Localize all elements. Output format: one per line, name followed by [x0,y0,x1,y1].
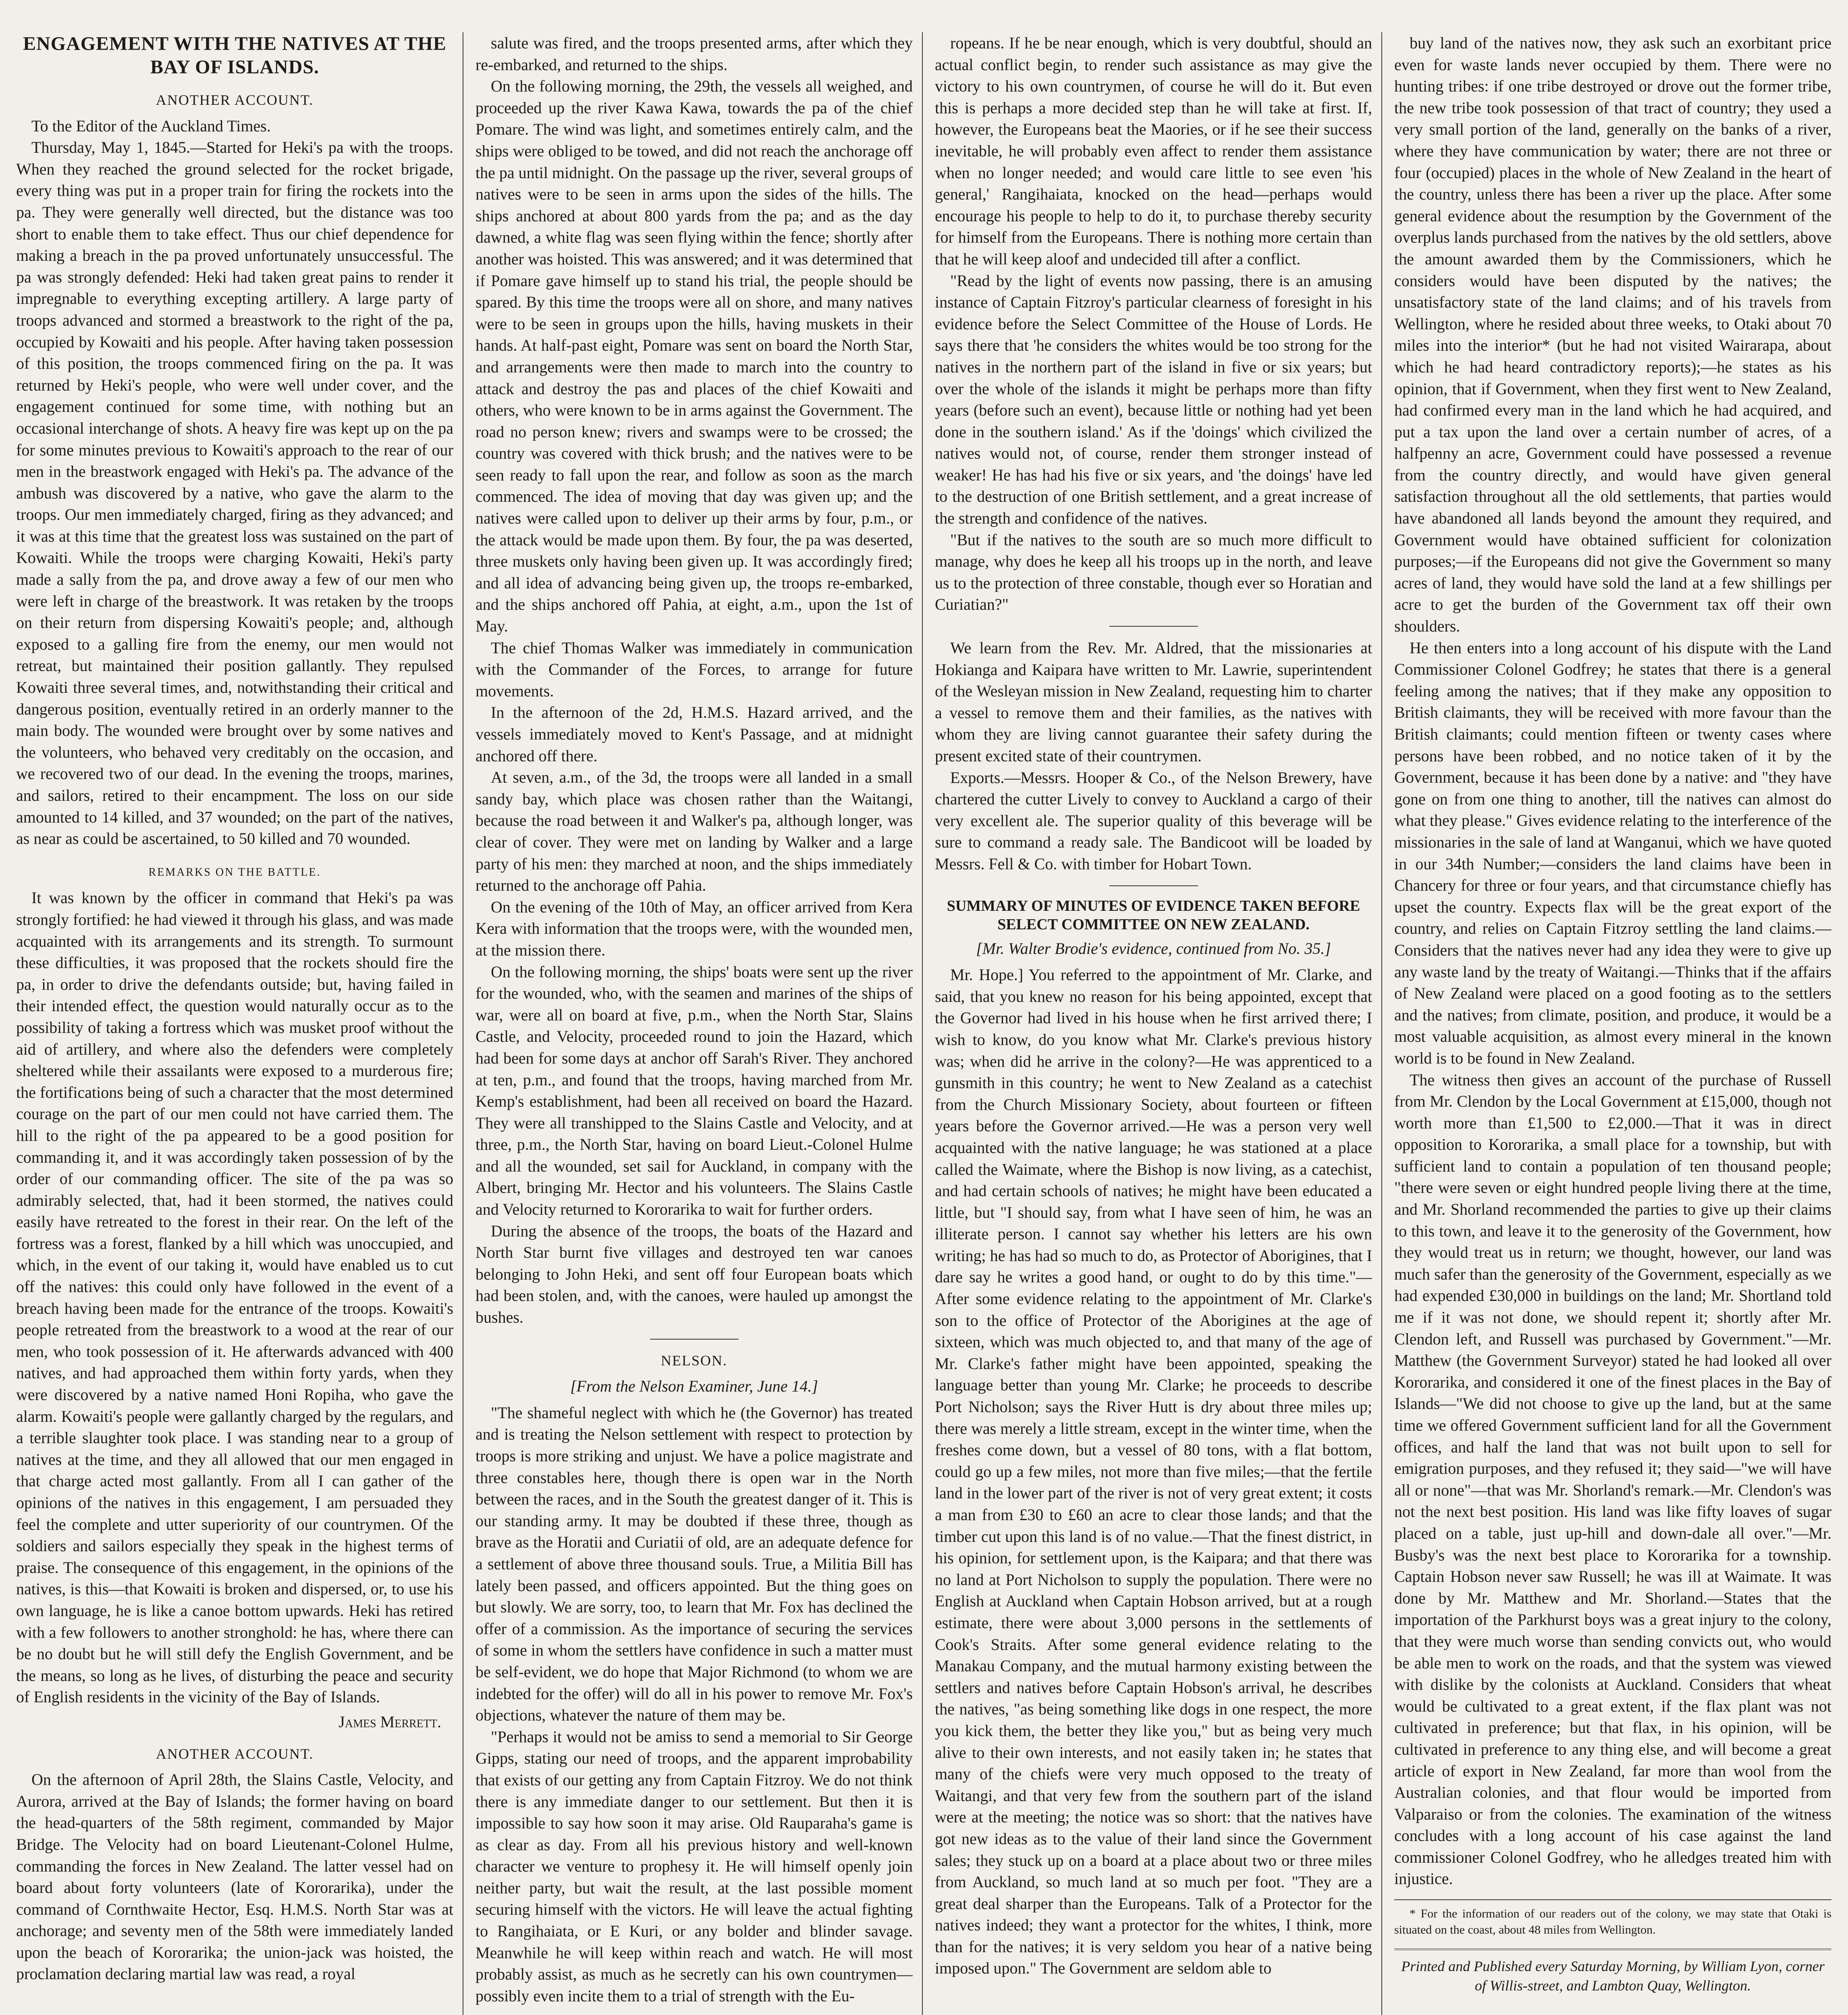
separator-rule [650,1339,739,1340]
paragraph: On the following morning, the ships' boats were sent up the river for the wounded, who, with the seamen and marines of the ships of war, were all on board at five, p.m., when the North Star, Slains Castle, and Velocity, proceeded round to join the Hazard, which had been for some days at anchor off Sarah's River. They anchored at ten, p.m., and found that the troops, having marched from Mr. Kemp's establishment, had been all received on board the Hazard. They were all transhipped to the Slains Castle and Velocity, and at three, p.m., the North Star, having on board Lieut.-Colonel Hulme and all the wounded, set sail for Auckland, in company with the Albert, bringing Mr. Hector and his volunteers. The Slains Castle and Velocity returned to Kororarika to wait for further orders. [475,962,913,1219]
paragraph: The witness then gives an account of the purchase of Russell from Mr. Clendon by the Local Government at £15,000, though not worth more than £1,500 to £2,000.—That it was in direct opposition to Kororarika, a small place for a township, but with sufficient land to contain a population of ten thousand people; "there were seven or eight hundred people living there at the time, and Mr. Shorland recommended the parties to give up their claims to this town, and leave it to the generosity of the Government, how they would treat us in return; we thought, however, our land was much safer than the generosity of the Government, especially as we had expended £30,000 in buildings on the land; Mr. Shortland told me if it was not done, we should repent it; shortly after Mr. Clendon left, and Russell was purchased by Government."—Mr. Matthew (the Government Surveyor) stated he had looked all over Kororarika, and considered it one of the finest places in the Bay of Islands—"We did not choose to give up the land, but at the same time we offered Government sufficient land for all the Government offices, and half the land that was not built upon to sell for emigration purposes, and they refused it; they said—"we will have all or none"—that was Mr. Shorland's remark.—Mr. Clendon's was not the next best position. His land was like fifty loaves of sugar placed on a table, just up-hill and down-dale all over."—Mr. Busby's was the next best place to Kororarika for a township. Captain Hobson never saw Russell; he was ill at Waimate. It was done by Mr. Matthew and Mr. Shorland.—States that the importation of the Parkhurst boys was a great injury to the colony, that they were much worse than sending convicts out, who would be able men to work on the roads, and that the system was viewed with dislike by the colonists at Auckland. Considers that wheat would be cultivated to a great extent, if the flax plant was not cultivated in preference; but that flax, in his opinion, will be cultivated in preference to any thing else, and will become a great article of export in New Zealand, far more than wool from the Australian colonies, and that flour would be imported from Valparaiso or from the colonies. The examination of the witness concludes with a long account of his case against the land commissioner Colonel Godfrey, who he alledges treated him with injustice. [1394,1070,1831,1888]
column-rule [1381,32,1382,2015]
paragraph: Thursday, May 1, 1845.—Started for Heki's pa with the troops. When they reached the ground selected for the rocket brigade, every thing was put in a proper train for firing the rockets into the pa. They were generally well directed, but the distance was too short to enable them to take effect. Thus our chief dependence for making a breach in the pa proved unfortunately unsuccessful. The pa was strongly defended: Heki had taken great pains to render it impregnable to everything excepting artillery. A large party of troops advanced and stormed a breastwork to the right of the pa, occupied by Kowaiti and his people. After having taken possession of this position, the troops commenced firing on the pa. It was returned by Heki's people, who were well under cover, and the engagement continued for some time, with nothing but an occasional interchange of shots. A heavy fire was kept up on the pa for some minutes previous to Kowaiti's approach to the rear of our men in the breastwork engaged with Heki's pa. The advance of the ambush was discovered by a native, who gave the alarm to the troops. Our men immediately charged, firing as they advanced; and it was at this time that the greatest loss was sustained on the part of Kowaiti. While the troops were charging Kowaiti, Heki's party made a sally from the pa, and drove away a few of our men who were left in charge of the breastwork. It was retaken by the troops on their return from dispersing Kowaiti's people; and, although exposed to a galling fire from the enemy, our men would not retreat, but maintained their position gallantly. They repulsed Kowaiti three several times, and, notwithstanding their critical and dangerous position, eventually retired in an orderly manner to the main body. The wounded were brought over by some natives and the volunteers, who behaved very creditably on the occasion, and we recovered two of our dead. In the evening the troops, marines, and sailors, retired to their encampment. The loss on our side amounted to 14 killed, and 37 wounded; on the part of the natives, as near as could be ascertained, to 50 killed and 70 wounded. [16,138,453,848]
paragraph: On the following morning, the 29th, the vessels all weighed, and proceeded up the river Kawa Kawa, towards the pa of the chief Pomare. The wind was light, and sometimes entirely calm, and the ships were obliged to be towed, and did not reach the anchorage off the pa until midnight. On the passage up the river, several groups of natives were to be seen in arms upon the sides of the hills. The ships anchored at about 800 yards from the pa; and as the day dawned, a white flag was seen flying within the fence; shortly after another was hoisted. This was answered; and it was determined that if Pomare gave himself up to stand his trial, the people should be spared. By this time the troops were all on shore, and many natives were to be seen in groups upon the hills, having muskets in their hands. At half-past eight, Pomare was sent on board the North Star, and arrangements were then made to march into the country to attack and destroy the pas and places of the chief Kowaiti and others, who were known to be in arms against the Government. The road no person knew; rivers and swamps were to be crossed; the country was covered with thick brush; and the natives were to be seen ready to fall upon the rear, and follow as soon as the march commenced. The idea of moving that day was given up; and the natives were called upon to deliver up their arms by four, p.m., or the attack would be made upon them. By four, the pa was deserted, three muskets only having been given up. It was accordingly fired; and all idea of advancing being given up, the troops re-embarked, and the ships anchored off Pahia, at eight, a.m., upon the 1st of May. [475,77,913,636]
separator-rule [1109,626,1198,627]
paragraph: "Read by the light of events now passing, there is an amusing instance of Captain Fitzroy's particular clearness of foresight in his evidence before the Select Committee of the House of Lords. He says there that 'he considers the whites would be too strong for the natives in the northern part of the island in five or six years; but over the whole of the islands it might be perhaps more than fifty years (before such an event), because little or nothing had yet been done in the southern island.' As if the 'doings' which civilized the natives would not, of course, render them stronger instead of weaker! He has had his five or six years, and 'the doings' have led to the destruction of one British settlement, and a great increase of the strength and confidence of the natives. [935,271,1372,528]
paragraph: In the afternoon of the 2d, H.M.S. Hazard arrived, and the vessels immediately moved to Kent's Passage, and at midnight anchored off there. [475,703,913,765]
paragraph: "But if the natives to the south are so much more difficult to manage, why does he keep all his troops up in the north, and leave us to the protection of three constable, though ever so Horatian and Curiatian?" [935,530,1372,614]
column-2 [475,32,913,2015]
column-3 [935,32,1372,2015]
section-heading: ANOTHER ACCOUNT. [156,1745,314,1762]
column-rule [922,32,923,2015]
article-title: ENGAGEMENT WITH THE NATIVES AT THE BAY OF ISLANDS. [23,33,446,78]
column-1 [16,32,453,2015]
source-note: [Mr. Walter Brodie's evidence, continued from No. 35.] [976,939,1331,958]
paragraph: He then enters into a long account of his dispute with the Land Commissioner Colonel Godfrey; he states that there is a general feeling among the natives; that if they make any opposition to British claimants, they will be received with more favour than the British claimants; could mention fifteen or twenty cases where persons have been robbed, and no notice taken of it by the Government, because it has been done by a native: and "they have gone on from one thing to another, till the natives can almost do what they please." Gives evidence relating to the interference of the missionaries in the sale of land at Wanganui, which we have quoted in our 34th Number;—considers the land claims have been in Chancery for three or four years, and that circumstance chiefly has upset the country. Expects flax will be the great export of the country, and relies on Captain Fitzroy settling the land claims.—Considers that the natives never had any idea they were to give up any waste land by the treaty of Waitangi.—Thinks that if the affairs of New Zealand were placed on a good footing as to the settlers and the natives; from climate, position, and produce, it would be a most valuable acquisition, as almost every mineral in the known world is to be found in New Zealand. [1394,638,1831,1067]
paragraph: The chief Thomas Walker was immediately in communication with the Commander of the Forces, to arrange for future movements. [475,638,913,700]
separator-rule [1109,885,1198,886]
paragraph: "Perhaps it would not be amiss to send a memorial to Sir George Gipps, stating our need of troops, and the apparent improbability that exists of our getting any from Captain Fitzroy. We do not think there is any immediate danger to our settlement. But then it is impossible to say how soon it may arise. Old Rauparaha's game is as clear as day. From all his previous history and well-known character we venture to prophesy it. He will himself openly join neither party, but wait the result, at the last possible moment securing himself with the victors. He will leave the actual fighting to Rangihaiata, or E Kuri, or any bolder and blinder savage. Meanwhile he will keep within reach and watch. He will most probably assist, as much as he secretly can his own countrymen—possibly even incite them to a trial of strength with the Eu- [475,1727,913,2005]
paragraph: At seven, a.m., of the 3d, the troops were all landed in a small sandy bay, which place was chosen rather than the Waitangi, because the road between it and Walker's pa, although longer, was clear of cover. They were met on landing by Walker and a large party of his men: they marched at noon, and the ships immediately returned to the anchorage off Pahia. [475,768,913,895]
section-heading: ANOTHER ACCOUNT. [156,92,314,108]
paragraph: Mr. Hope.] You referred to the appointment of Mr. Clarke, and said, that you knew no reason for his being appointed, except that the Governor had lived in his house when he first arrived there; I wish to know, do you know what Mr. Clarke's previous history was; when did he arrive in the colony?—He was apprenticed to a gunsmith in this country; he went to New Zealand as a catechist from the Church Missionary Society, about fourteen or fifteen years before the Governor arrived.—He was a person very well acquainted with the native language; he was stationed at a place called the Waimate, where the Bishop is now living, as a catechist, and had certain schools of natives; he might have been educated a little, but "I should say, from what I have seen of him, he was an illiterate person. I cannot say whether his letters are his own writing; he has had so much to do, as Protector of Aborigines, that I dare say he writes a good hand, or ought to do by this time."—After some evidence relating to the appointment of Mr. Clarke's son to the office of Protector of the Aborigines at the age of sixteen, which was much objected to, and that many of the age of Mr. Clarke's father might have been appointed, speaking the language better than young Mr. Clarke; he proceeds to describe Port Nicholson; says the River Hutt is dry about three miles up; there was merely a little stream, except in the winter time, when the freshes come down, but a vessel of 80 tons, with a flat bottom, could go up a few miles, not more than five miles;—that the fertile land in the lower part of the river is not of very great extent; it costs a man from £30 to £60 an acre to clear those lands; and that the timber cut upon this land is of no value.—That the finest district, in his opinion, for settlement upon, is the Kaipara; and that there was no land at Port Nicholson to supply the population. There were no English at Auckland when Captain Hobson arrived, but at a rough estimate, there were about 3,000 persons in the settlements of Cook's Straits. After some general evidence relating to the Manakau Company, and the mutual harmony existing between the settlers and natives before Captain Hobson's arrival, he describes the natives, "as being something like dogs in one respect, the more you kick them, the better they like you," but as being very much alive to their own interests, and not easily taken in; he states that many of the chiefs were very much opposed to the treaty of Waitangi, and that very few from the southern part of the island were at the meeting; the notice was so short: that the natives have got new ideas as to the value of their land since the Government sales; they stuck up on a board at a place about two or three miles from Auckland, so much land at so much per foot. "They are a great deal sharper than the Europeans. Talk of a Protector for the natives indeed; they want a protector for the whites, I think, more than for the natives; it is very seldom you hear of a native being imposed upon." The Government are seldom able to [935,966,1372,1978]
paragraph: buy land of the natives now, they ask such an exorbitant price even for waste lands never occupied by them. There were no hunting tribes: if one tribe destroyed or drove out the former tribe, the new tribe took possession of that tract of country; they used a very small portion of the land, generally on the banks of a river, where they have communication by water; there are not three or four (occupied) places in the whole of New Zealand in the heart of the country, unless there has been a river up the place. After some general evidence about the resumption by the Government of the overplus lands purchased from the natives by the old settlers, above the amount awarded them by the Commissioners, which he considers would have been disputed by the natives; the unsatisfactory state of the land claims; and of his travels from Wellington, where he resided about three weeks, to Otaki about 70 miles into the interior* (but he had not visited Wairarapa, about which he had heard contradictory reports);—he states as his opinion, that if Government, when they first went to New Zealand, had confirmed every man in the land which he had acquired, and put a tax upon the land over a certain number of acres, of a halfpenny an acre, Government could have possessed a revenue from the country directly, and would have given general satisfaction throughout all the old settlements, that parties would have abandoned all lands beyond the amount they required, and Government would have obtained sufficient for colonization purposes;—if the Europeans did not give the Government so many acres of land, they would have sold the land at a few shillings per acre to get the burden of the Government tax off their own shoulders. [1394,34,1831,636]
paragraph: To the Editor of the Auckland Times. [31,116,271,135]
paragraph: On the evening of the 10th of May, an officer arrived from Kera Kera with information that the troops were, with the wounded men, at the mission there. [475,897,913,959]
paragraph: During the absence of the troops, the boats of the Hazard and North Star burnt five villages and destroyed ten war canoes belonging to John Heki, and sent off four European boats which had been stolen, and, with the canoes, were hauled up amongst the bushes. [475,1221,913,1327]
section-heading: NELSON. [661,1352,727,1369]
imprint: Printed and Published every Saturday Morning, by William Lyon, corner of Willis-street, and Lambton Quay, Wellington. [1394,1949,1831,1995]
signature: James Merrett. [338,1712,441,1731]
paragraph: ropeans. If he be near enough, which is very doubtful, should an actual conflict begin, to render such assistance as may give the victory to his own countrymen, of course he will do it. But even this is perhaps a more decided step than he will take at first. If, however, the Europeans beat the Maories, or if he see their success inevitable, he will probably even affect to render them assistance when no longer needed; and would care little to see even 'his general,' Rangihaiata, knocked on the head—perhaps would encourage his people to help to do it, to purchase thereby security for himself from the Europeans. There is nothing more certain than that he will keep aloof and undecided till after a conflict. [935,34,1372,268]
paragraph: On the afternoon of April 28th, the Slains Castle, Velocity, and Aurora, arrived at the Bay of Islands; the former having on board the head-quarters of the 58th regiment, commanded by Major Bridge. The Velocity had on board Lieutenant-Colonel Hulme, commanding the forces in New Zealand. The latter vessel had on board about forty volunteers (late of Kororarika), under the command of Cornthwaite Hector, Esq. H.M.S. North Star was at anchorage; and seventy men of the 58th were immediately landed upon the beach of Kororarika; the union-jack was hoisted, the proclamation declaring martial law was read, a royal [16,1770,453,1983]
paragraph: We learn from the Rev. Mr. Aldred, that the missionaries at Hokianga and Kaipara have written to Mr. Lawrie, superintendent of the Wesleyan mission in New Zealand, requesting him to charter a vessel to remove them and their families, as the natives with whom they are living cannot guarantee their safety during the present excited state of their countrymen. [935,639,1372,765]
source-note: [From the Nelson Examiner, June 14.] [570,1377,818,1396]
paragraph: "The shameful neglect with which he (the Governor) has treated and is treating the Nelson settlement with respect to protection by troops is more striking and unjust. We have a police magistrate and three constables here, though there is open war in the North between the races, and in the South the greatest danger of it. This is our standing army. It may be doubted if these three, though as brave as the Horatii and Curiatii of old, are an adequate defence for a settlement of above three thousand souls. True, a Militia Bill has lately been passed, and officers appointed. But the thing goes on but slowly. We are sorry, too, to learn that Mr. Fox has declined the offer of a commission. As the importance of securing the services of some in whom the settlers have confidence in such a matter must be self-evident, we do hope that Major Richmond (to whom we are indebted for the offer) will do all in his power to remove Mr. Fox's objections, whatever the nature of them may be. [475,1403,913,1724]
paragraph: It was known by the officer in command that Heki's pa was strongly fortified: he had viewed it through his glass, and was made acquainted with its arrangements and its strength. To surmount these difficulties, it was proposed that the rockets should fire the pa, in order to drive the defendants outside; but, having failed in their intended effect, the question would naturally occur as to the possibility of taking a fortress which was musket proof without the aid of artillery, and where also the defenders were completely sheltered while their assailants were exposed to a murderous fire; the fortifications being of such a character that the most determined courage on the part of our men could not have carried them. The hill to the right of the pa appeared to be a good position for commanding it, and it was accordingly taken possession of by the order of our commanding officer. The site of the pa was so admirably selected, that, had it been stormed, the natives could easily have retreated to the forest in their rear. On the left of the fortress was a forest, flanked by a hill which was unoccupied, and which, in the event of our taking it, would have enabled us to cut off the natives: this could only have followed in the event of a breach having been made for the entrance of the troops. Kowaiti's people retreated from the breastwork to a wood at the rear of our men, who took possession of it. He afterwards advanced with 400 natives, and had approached them within forty yards, when they were discovered by a native named Honi Ropiha, who gave the alarm. Kowaiti's people were gallantly charged by the regulars, and a terrible slaughter took place. I was standing near to a group of natives at the time, and they all allowed that our men engaged in that charge acted most gallantly. From all I can gather of the opinions of the natives in this engagement, I am persuaded they feel the complete and utter superiority of our countrymen. Of the soldiers and sailors especially they speak in the highest terms of praise. The consequence of this engagement, in the opinions of the natives, is this—that Kowaiti is broken and dispersed, or, to use his own language, he is like a canoe bottom upwards. Heki has retired with a few followers to another stronghold: he has, where there can be no doubt but he will still defy the English Government, and be the means, so long as he lives, of disturbing the peace and security of English residents in the vicinity of the Bay of Islands. [16,889,453,1706]
paragraph: Exports.—Messrs. Hooper & Co., of the Nelson Brewery, have chartered the cutter Lively to convey to Auckland a cargo of their very excellent ale. The superior quality of this beverage will be sure to command a ready sale. The Bandicoot will be loaded by Messrs. Fell & Co. with timber for Hobart Town. [935,768,1372,873]
paragraph: salute was fired, and the troops presented arms, after which they re-embarked, and returned to the ships. [475,34,913,74]
section-heading: REMARKS ON THE BATTLE. [148,866,321,879]
column-4 [1394,32,1831,2015]
section-heading: SUMMARY OF MINUTES OF EVIDENCE TAKEN BEFORE SELECT COMMITTEE ON NEW ZEALAND. [947,897,1360,933]
footnote: * For the information of our readers out of the colony, we may state that Otaki is situated on the coast, about 48 miles from Wellington. [1394,1899,1831,1938]
